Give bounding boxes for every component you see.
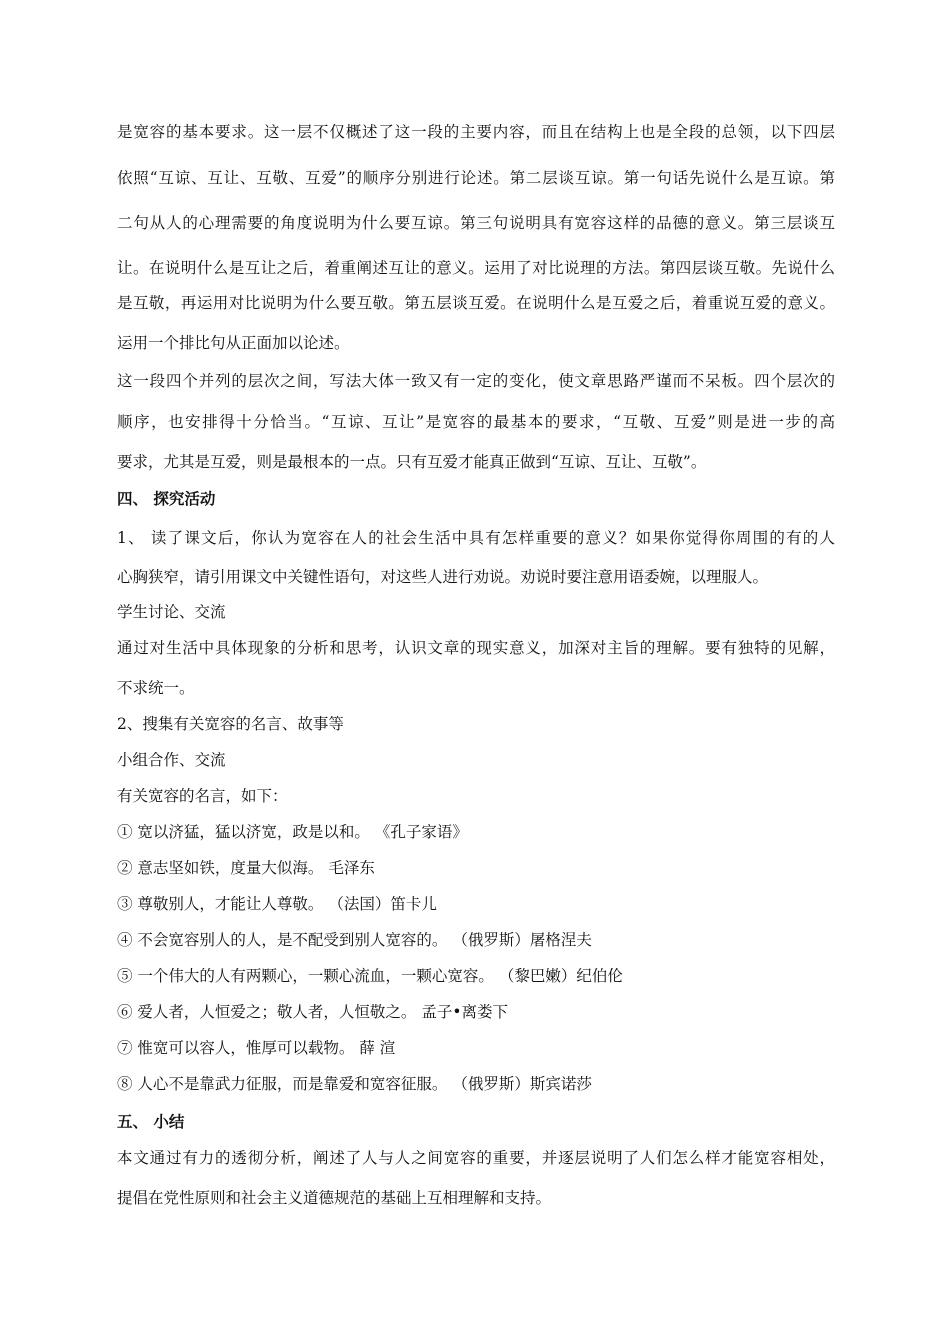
analysis-line: 是互敬，再运用对比说明为什么要互敬。第五层谈互爱。在说明什么是互爱之后，着重说互爱的意义。	[117, 294, 835, 312]
quote-item: ④ 不会宽容别人的人，是不配受到别人宽容的。 （俄罗斯）屠格涅夫	[117, 931, 592, 949]
analysis-line: 依照“互谅、互让、互敬、互爱”的顺序分别进行论述。第二层谈互谅。第一句话先说什么是互谅。第	[117, 169, 835, 187]
answer-line: 通过对生活中具体现象的分析和思考，认识文章的现实意义，加深对主旨的理解。要有独特的见解，	[117, 639, 835, 657]
quote-item: ⑥ 爱人者，人恒爱之；敬人者，人恒敬之。 孟子•离娄下	[117, 1003, 508, 1021]
activity-label: 学生讨论、交流	[117, 603, 226, 621]
analysis-line: 二句从人的心理需要的角度说明为什么要互谅。第三句说明具有宽容这样的品德的意义。第三层谈互	[117, 214, 835, 232]
analysis-line: 要求，尤其是互爱，则是最根本的一点。只有互爱才能真正做到“互谅、互让、互敬”。	[117, 453, 707, 471]
quote-item: ③ 尊敬别人，才能让人尊敬。 （法国）笛卡儿	[117, 895, 437, 913]
summary-line: 本文通过有力的透彻分析，阐述了人与人之间宽容的重要，并逐层说明了人们怎么样才能宽容相处，	[117, 1149, 835, 1167]
analysis-line: 这一段四个并列的层次之间，写法大体一致又有一定的变化，使文章思路严谨而不呆板。四个层次的	[117, 372, 835, 390]
question-line: 2、搜集有关宽容的名言、故事等	[117, 715, 344, 733]
section-heading: 四、 探究活动	[117, 489, 216, 508]
question-line: 1、 读了课文后，你认为宽容在人的社会生活中具有怎样重要的意义？如果你觉得你周围的有的人	[117, 529, 835, 547]
quote-item: ⑧ 人心不是靠武力征服，而是靠爱和宽容征服。 （俄罗斯）斯宾诺莎	[117, 1075, 592, 1093]
quote-item: ① 宽以济猛，猛以济宽，政是以和。 《孔子家语》	[117, 823, 468, 841]
analysis-line: 让。在说明什么是互让之后，着重阐述互让的意义。运用了对比说理的方法。第四层谈互敬。先说什么	[117, 259, 835, 277]
section-heading: 五、 小结	[117, 1112, 185, 1131]
summary-line: 提倡在党性原则和社会主义道德规范的基础上互相理解和支持。	[117, 1189, 552, 1207]
quote-item: ⑤ 一个伟大的人有两颗心，一颗心流血，一颗心宽容。 （黎巴嫩）纪伯伦	[117, 967, 623, 985]
answer-line: 不求统一。	[117, 679, 195, 697]
activity-label: 小组合作、交流	[117, 751, 226, 769]
analysis-line: 顺序，也安排得十分恰当。“互谅、互让”是宽容的最基本的要求，“互敬、互爱”则是进一步的高	[117, 413, 835, 431]
analysis-line: 运用一个排比句从正面加以论述。	[117, 334, 350, 352]
analysis-line: 是宽容的基本要求。这一层不仅概述了这一段的主要内容，而且在结构上也是全段的总领，以下四层	[117, 123, 835, 141]
quote-item: ⑦ 惟宽可以容人，惟厚可以载物。 薛 渲	[117, 1039, 396, 1057]
quotes-intro: 有关宽容的名言，如下：	[117, 787, 288, 805]
question-line: 心胸狭窄，请引用课文中关键性语句，对这些人进行劝说。劝说时要注意用语委婉，以理服人。	[117, 568, 769, 586]
quote-item: ② 意志坚如铁，度量大似海。 毛泽东	[117, 859, 375, 877]
